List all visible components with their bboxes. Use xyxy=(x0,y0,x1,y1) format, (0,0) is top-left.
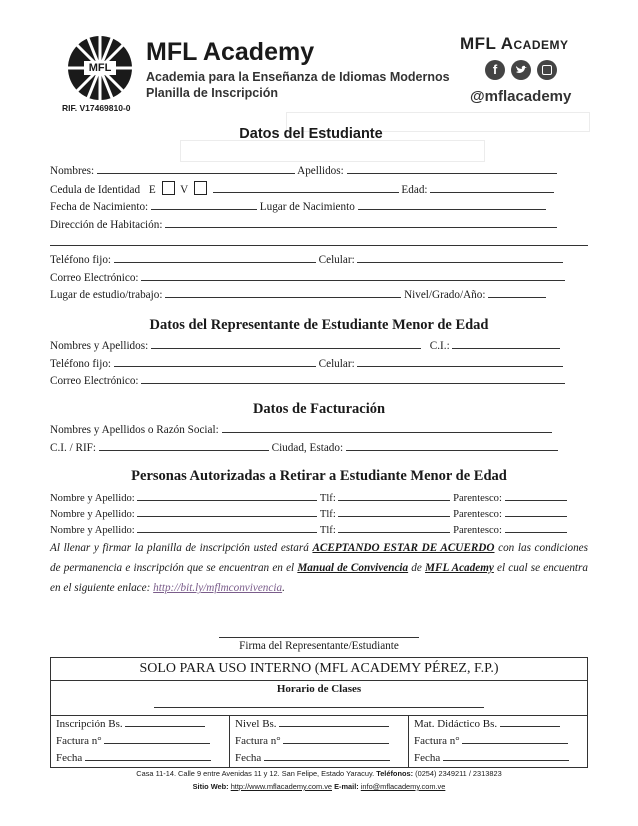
row-bill-nombres xyxy=(50,422,588,436)
label-nivel: Nivel/Grado/Año: xyxy=(404,289,486,301)
field-correo[interactable] xyxy=(141,270,565,281)
label-auth-tlf: Tlf: xyxy=(319,509,336,520)
label-factura-3: Factura n° xyxy=(414,735,460,747)
label-v: V xyxy=(180,184,189,196)
label-rep-celular: Celular: xyxy=(318,358,355,370)
row-rep-telefono xyxy=(50,356,588,370)
field-telefono[interactable] xyxy=(114,252,316,263)
field-fecha-3[interactable] xyxy=(443,750,569,761)
label-apellidos: Apellidos: xyxy=(297,165,344,177)
field-lugar-estudio[interactable] xyxy=(165,287,401,298)
footer-address: Casa 11-14. Calle 9 entre Avenidas 11 y 12. San Felipe, Estado Yaracuy. xyxy=(136,769,375,778)
label-auth-tlf: Tlf: xyxy=(319,493,336,504)
label-edad: Edad: xyxy=(401,184,428,196)
student-section-title: Datos del Estudiante xyxy=(239,126,383,142)
label-auth-nombre: Nombre y Apellido: xyxy=(50,525,135,536)
agreement-paragraph xyxy=(50,538,588,598)
agreement-bold-1: ACEPTANDO ESTAR DE ACUERDO xyxy=(312,542,495,554)
label-inscripcion: Inscripción Bs. xyxy=(56,718,123,730)
agreement-text-4: el cual se encuentra en el siguiente enlace: xyxy=(50,562,588,594)
row-rep-correo xyxy=(50,373,588,387)
footer-address-line xyxy=(0,769,638,778)
label-auth-parentesco: Parentesco: xyxy=(453,525,502,536)
header-faint-box-mid xyxy=(180,140,485,162)
label-fecha-1: Fecha xyxy=(56,752,83,764)
horario-cell xyxy=(51,681,588,716)
row-bill-ci xyxy=(50,440,588,454)
logo-text: MFL xyxy=(88,62,112,74)
label-nombres: Nombres: xyxy=(50,165,95,177)
field-horario[interactable] xyxy=(154,697,484,708)
row-correo xyxy=(50,270,588,284)
field-auth-parentesco[interactable] xyxy=(505,490,567,501)
footer-phones: (0254) 2349211 / 2313823 xyxy=(415,769,502,778)
form-subtitle: Planilla de Inscripción xyxy=(146,86,278,100)
field-direccion-2[interactable] xyxy=(50,245,588,246)
field-cedula[interactable] xyxy=(213,182,399,193)
footer-web-label: Sitio Web: xyxy=(192,782,229,791)
checkbox-e[interactable] xyxy=(162,181,175,195)
internal-title: SOLO PARA USO INTERNO (MFL ACADEMY PÉREZ, F.P.) xyxy=(51,658,588,681)
label-telefono: Teléfono fijo: xyxy=(50,254,112,266)
convivencia-link[interactable]: http://bit.ly/mflmconvivencia xyxy=(153,582,283,594)
brand-name: MFL Academy xyxy=(146,38,315,66)
field-celular[interactable] xyxy=(357,252,563,263)
agreement-text-2: con las condiciones de permanencia e inscripción que se encuentran en el xyxy=(50,542,588,574)
label-rep-ci: C.I.: xyxy=(429,340,450,352)
field-lugar-nac[interactable] xyxy=(358,199,546,210)
label-direccion: Dirección de Habitación: xyxy=(50,219,163,231)
field-auth-tlf[interactable] xyxy=(338,490,450,501)
field-fecha-2[interactable] xyxy=(264,750,390,761)
field-fecha-nac[interactable] xyxy=(151,199,257,210)
field-edad[interactable] xyxy=(430,182,554,193)
row-cedula xyxy=(50,181,588,196)
field-apellidos[interactable] xyxy=(347,163,557,174)
facebook-icon: f xyxy=(485,60,505,80)
internal-col-nivel xyxy=(230,716,409,768)
label-nivel-bs: Nivel Bs. xyxy=(235,718,277,730)
label-lugar-nac: Lugar de Nacimiento xyxy=(259,201,355,213)
label-factura-2: Factura n° xyxy=(235,735,281,747)
field-auth-tlf[interactable] xyxy=(338,522,450,533)
brand-subtitle: Academia para la Enseñanza de Idiomas Modernos xyxy=(146,70,450,84)
logo xyxy=(66,34,134,102)
field-rep-telefono[interactable] xyxy=(114,356,316,367)
field-nivel-bs[interactable] xyxy=(279,716,389,727)
label-celular: Celular: xyxy=(318,254,355,266)
label-rep-nombres: Nombres y Apellidos: xyxy=(50,340,149,352)
label-auth-nombre: Nombre y Apellido: xyxy=(50,493,135,504)
field-auth-tlf[interactable] xyxy=(338,506,450,517)
field-inscripcion[interactable] xyxy=(125,716,205,727)
row-auth-1 xyxy=(50,490,588,504)
instagram-glyph xyxy=(542,65,552,75)
field-direccion[interactable] xyxy=(165,217,557,228)
row-fecha-nac xyxy=(50,199,588,213)
label-cedula: Cedula de Identidad xyxy=(50,184,141,196)
signature-line[interactable] xyxy=(219,637,419,638)
label-bill-ci: C.I. / RIF: xyxy=(50,442,97,454)
label-e: E xyxy=(148,184,156,196)
field-rep-ci[interactable] xyxy=(452,338,560,349)
row-telefono xyxy=(50,252,588,266)
row-nombres xyxy=(50,163,588,177)
internal-col-material xyxy=(409,716,588,768)
field-factura-2[interactable] xyxy=(283,733,389,744)
field-bill-ciudad[interactable] xyxy=(346,440,558,451)
checkbox-v[interactable] xyxy=(194,181,207,195)
footer-web-line xyxy=(0,782,638,791)
label-lugar-estudio: Lugar de estudio/trabajo: xyxy=(50,289,163,301)
label-factura-1: Factura n° xyxy=(56,735,102,747)
social-handle: @mflacademy xyxy=(470,88,572,105)
row-rep-nombres xyxy=(50,338,588,352)
label-fecha-3: Fecha xyxy=(414,752,441,764)
field-auth-parentesco[interactable] xyxy=(505,522,567,533)
field-nombres[interactable] xyxy=(97,163,295,174)
field-auth-nombre[interactable] xyxy=(137,490,317,501)
field-factura-1[interactable] xyxy=(104,733,210,744)
label-auth-parentesco: Parentesco: xyxy=(453,509,502,520)
rif: RIF. V17469810-0 xyxy=(62,103,131,113)
manual-convivencia: Manual de Convivencia xyxy=(297,562,409,574)
label-bill-ciudad: Ciudad, Estado: xyxy=(271,442,344,454)
label-auth-nombre: Nombre y Apellido: xyxy=(50,509,135,520)
internal-col-inscripcion xyxy=(51,716,230,768)
billing-section-title: Datos de Facturación xyxy=(252,401,386,417)
field-auth-nombre[interactable] xyxy=(137,506,317,517)
label-bill-nombres: Nombres y Apellidos o Razón Social: xyxy=(50,424,219,436)
authorized-section-title: Personas Autorizadas a Retirar a Estudiante Menor de Edad xyxy=(131,468,507,484)
field-mat-didactico[interactable] xyxy=(500,716,560,727)
agreement-text-3: de xyxy=(408,562,426,574)
agreement-bold-3: MFL Academy xyxy=(425,562,494,574)
field-bill-nombres[interactable] xyxy=(222,422,552,433)
label-mat-didactico: Mat. Didáctico Bs. xyxy=(414,718,498,730)
agreement-end: . xyxy=(282,582,285,594)
label-auth-parentesco: Parentesco: xyxy=(453,493,502,504)
field-auth-parentesco[interactable] xyxy=(505,506,567,517)
right-brand: MFL Academy xyxy=(460,34,569,53)
footer-web-link[interactable]: http://www.mflacademy.com.ve xyxy=(230,782,332,791)
horario-label: Horario de Clases xyxy=(276,683,362,695)
representative-section-title: Datos del Representante de Estudiante Menor de Edad xyxy=(149,317,489,333)
row-auth-2 xyxy=(50,506,588,520)
label-fecha-nac: Fecha de Nacimiento: xyxy=(50,201,149,213)
footer-phones-label: Teléfonos: xyxy=(376,769,414,778)
field-rep-nombres[interactable] xyxy=(151,338,421,349)
label-rep-correo: Correo Electrónico: xyxy=(50,375,139,387)
agreement-text-1: Al llenar y firmar la planilla de inscripción usted estará xyxy=(50,542,313,554)
field-fecha-1[interactable] xyxy=(85,750,211,761)
label-correo: Correo Electrónico: xyxy=(50,272,139,284)
footer-email-label: E-mail: xyxy=(334,782,359,791)
label-rep-telefono: Teléfono fijo: xyxy=(50,358,112,370)
row-direccion xyxy=(50,217,588,231)
label-auth-tlf: Tlf: xyxy=(319,525,336,536)
row-lugar-estudio xyxy=(50,287,588,301)
signature-label: Firma del Representante/Estudiante xyxy=(239,640,399,652)
field-rep-correo[interactable] xyxy=(141,373,565,384)
field-factura-3[interactable] xyxy=(462,733,568,744)
row-auth-3 xyxy=(50,522,588,536)
twitter-bird-icon xyxy=(515,65,527,75)
label-fecha-2: Fecha xyxy=(235,752,262,764)
field-bill-ci[interactable] xyxy=(99,440,269,451)
field-auth-nombre[interactable] xyxy=(137,522,317,533)
field-nivel[interactable] xyxy=(488,287,546,298)
internal-use-table xyxy=(50,657,588,768)
field-rep-celular[interactable] xyxy=(357,356,563,367)
footer-email-link[interactable]: info@mflacademy.com.ve xyxy=(360,782,446,791)
